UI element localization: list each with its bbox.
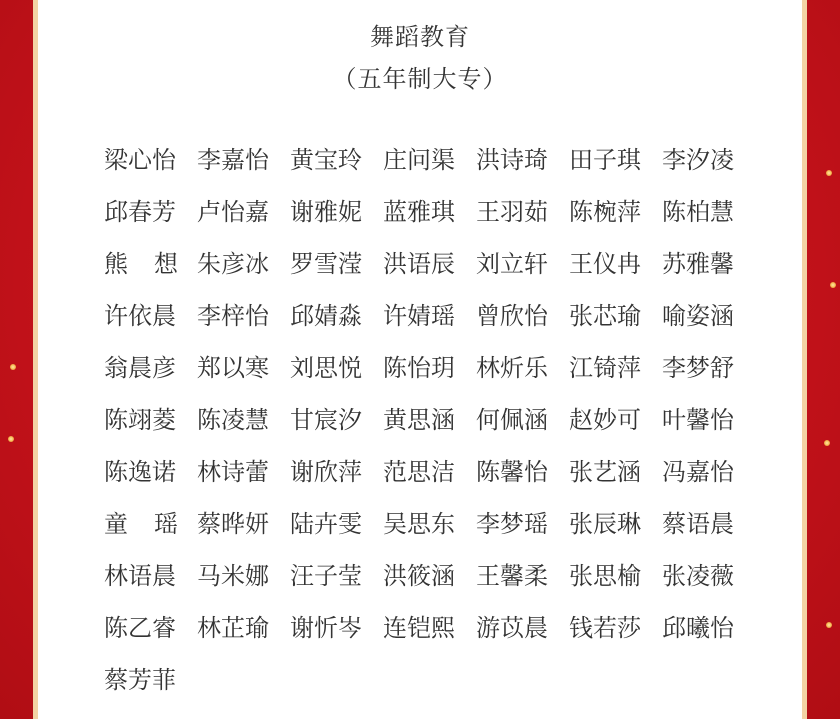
student-name: 陈椀萍	[569, 198, 641, 226]
name-row	[104, 140, 764, 192]
student-name: 熊想	[104, 250, 204, 278]
student-name: 蔡芳菲	[104, 666, 176, 694]
name-row	[104, 348, 764, 400]
name-grid	[104, 140, 764, 712]
student-name: 洪诗琦	[476, 146, 548, 174]
student-name: 洪语辰	[383, 250, 455, 278]
student-name: 喻姿涵	[662, 302, 734, 330]
student-name: 连铠熙	[383, 614, 455, 642]
student-name: 林芷瑜	[197, 614, 269, 642]
student-name: 蓝雅琪	[383, 198, 455, 226]
sparkle-decoration	[10, 364, 16, 370]
card-border-right	[802, 0, 807, 719]
student-name: 童瑶	[104, 510, 204, 538]
student-name: 张辰琳	[569, 510, 641, 538]
student-name: 许依晨	[104, 302, 176, 330]
student-name: 陈柏慧	[662, 198, 734, 226]
student-name: 张思榆	[569, 562, 641, 590]
student-name: 林诗蕾	[197, 458, 269, 486]
name-row	[104, 504, 764, 556]
name-row	[104, 556, 764, 608]
student-name: 陈凌慧	[197, 406, 269, 434]
student-name: 翁晨彦	[104, 354, 176, 382]
student-name: 蔡语晨	[662, 510, 734, 538]
student-name: 卢怡嘉	[197, 198, 269, 226]
student-name: 林炘乐	[476, 354, 548, 382]
page-subtitle: （五年制大专）	[332, 65, 508, 93]
student-name: 江锜萍	[569, 354, 641, 382]
student-name: 赵妙可	[569, 406, 641, 434]
student-name: 刘立轩	[476, 250, 548, 278]
sparkle-decoration	[830, 282, 836, 288]
student-name: 李嘉怡	[197, 146, 269, 174]
student-name: 游苡晨	[476, 614, 548, 642]
student-name: 邱曦怡	[662, 614, 734, 642]
page-title: 舞蹈教育	[370, 23, 470, 51]
name-row	[104, 608, 764, 660]
student-name: 张凌薇	[662, 562, 734, 590]
student-name: 梁心怡	[104, 146, 176, 174]
student-name: 洪筱涵	[383, 562, 455, 590]
student-name: 冯嘉怡	[662, 458, 734, 486]
student-name: 张芯瑜	[569, 302, 641, 330]
sparkle-decoration	[826, 622, 832, 628]
student-name: 刘思悦	[290, 354, 362, 382]
student-name: 陈逸诺	[104, 458, 176, 486]
sparkle-decoration	[8, 436, 14, 442]
student-name: 张艺涵	[569, 458, 641, 486]
student-name: 郑以寒	[197, 354, 269, 382]
name-row	[104, 452, 764, 504]
student-name: 黄思涵	[383, 406, 455, 434]
student-name: 林语晨	[104, 562, 176, 590]
student-name: 罗雪滢	[290, 250, 362, 278]
student-name: 陈馨怡	[476, 458, 548, 486]
sparkle-decoration	[826, 170, 832, 176]
student-name: 庄问渠	[383, 146, 455, 174]
student-name: 黄宝玲	[290, 146, 362, 174]
student-name: 叶馨怡	[662, 406, 734, 434]
student-name: 李汐凌	[662, 146, 734, 174]
student-name: 朱彦冰	[197, 250, 269, 278]
student-name: 吴思东	[383, 510, 455, 538]
name-list-card	[38, 0, 802, 719]
student-name: 谢忻岑	[290, 614, 362, 642]
student-name: 苏雅馨	[662, 250, 734, 278]
student-name: 邱婧淼	[290, 302, 362, 330]
student-name: 李梓怡	[197, 302, 269, 330]
student-name: 甘宸汐	[290, 406, 362, 434]
student-name: 王仪冉	[569, 250, 641, 278]
student-name: 许婧瑶	[383, 302, 455, 330]
student-name: 陈乙睿	[104, 614, 176, 642]
student-name: 王馨柔	[476, 562, 548, 590]
student-name: 陈怡玥	[383, 354, 455, 382]
student-name: 李梦瑶	[476, 510, 548, 538]
student-name: 邱春芳	[104, 198, 176, 226]
student-name: 范思洁	[383, 458, 455, 486]
student-name: 汪子莹	[290, 562, 362, 590]
student-name: 李梦舒	[662, 354, 734, 382]
name-row	[104, 192, 764, 244]
student-name: 蔡晔妍	[197, 510, 269, 538]
student-name: 谢欣萍	[290, 458, 362, 486]
student-name: 陈翊菱	[104, 406, 176, 434]
student-name: 马米娜	[197, 562, 269, 590]
name-row	[104, 660, 764, 712]
name-row	[104, 244, 764, 296]
name-row	[104, 400, 764, 452]
student-name: 谢雅妮	[290, 198, 362, 226]
student-name: 曾欣怡	[476, 302, 548, 330]
student-name: 田子琪	[569, 146, 641, 174]
student-name: 钱若莎	[569, 614, 641, 642]
student-name: 陆卉雯	[290, 510, 362, 538]
name-row	[104, 296, 764, 348]
student-name: 何佩涵	[476, 406, 548, 434]
student-name: 王羽茹	[476, 198, 548, 226]
sparkle-decoration	[824, 440, 830, 446]
